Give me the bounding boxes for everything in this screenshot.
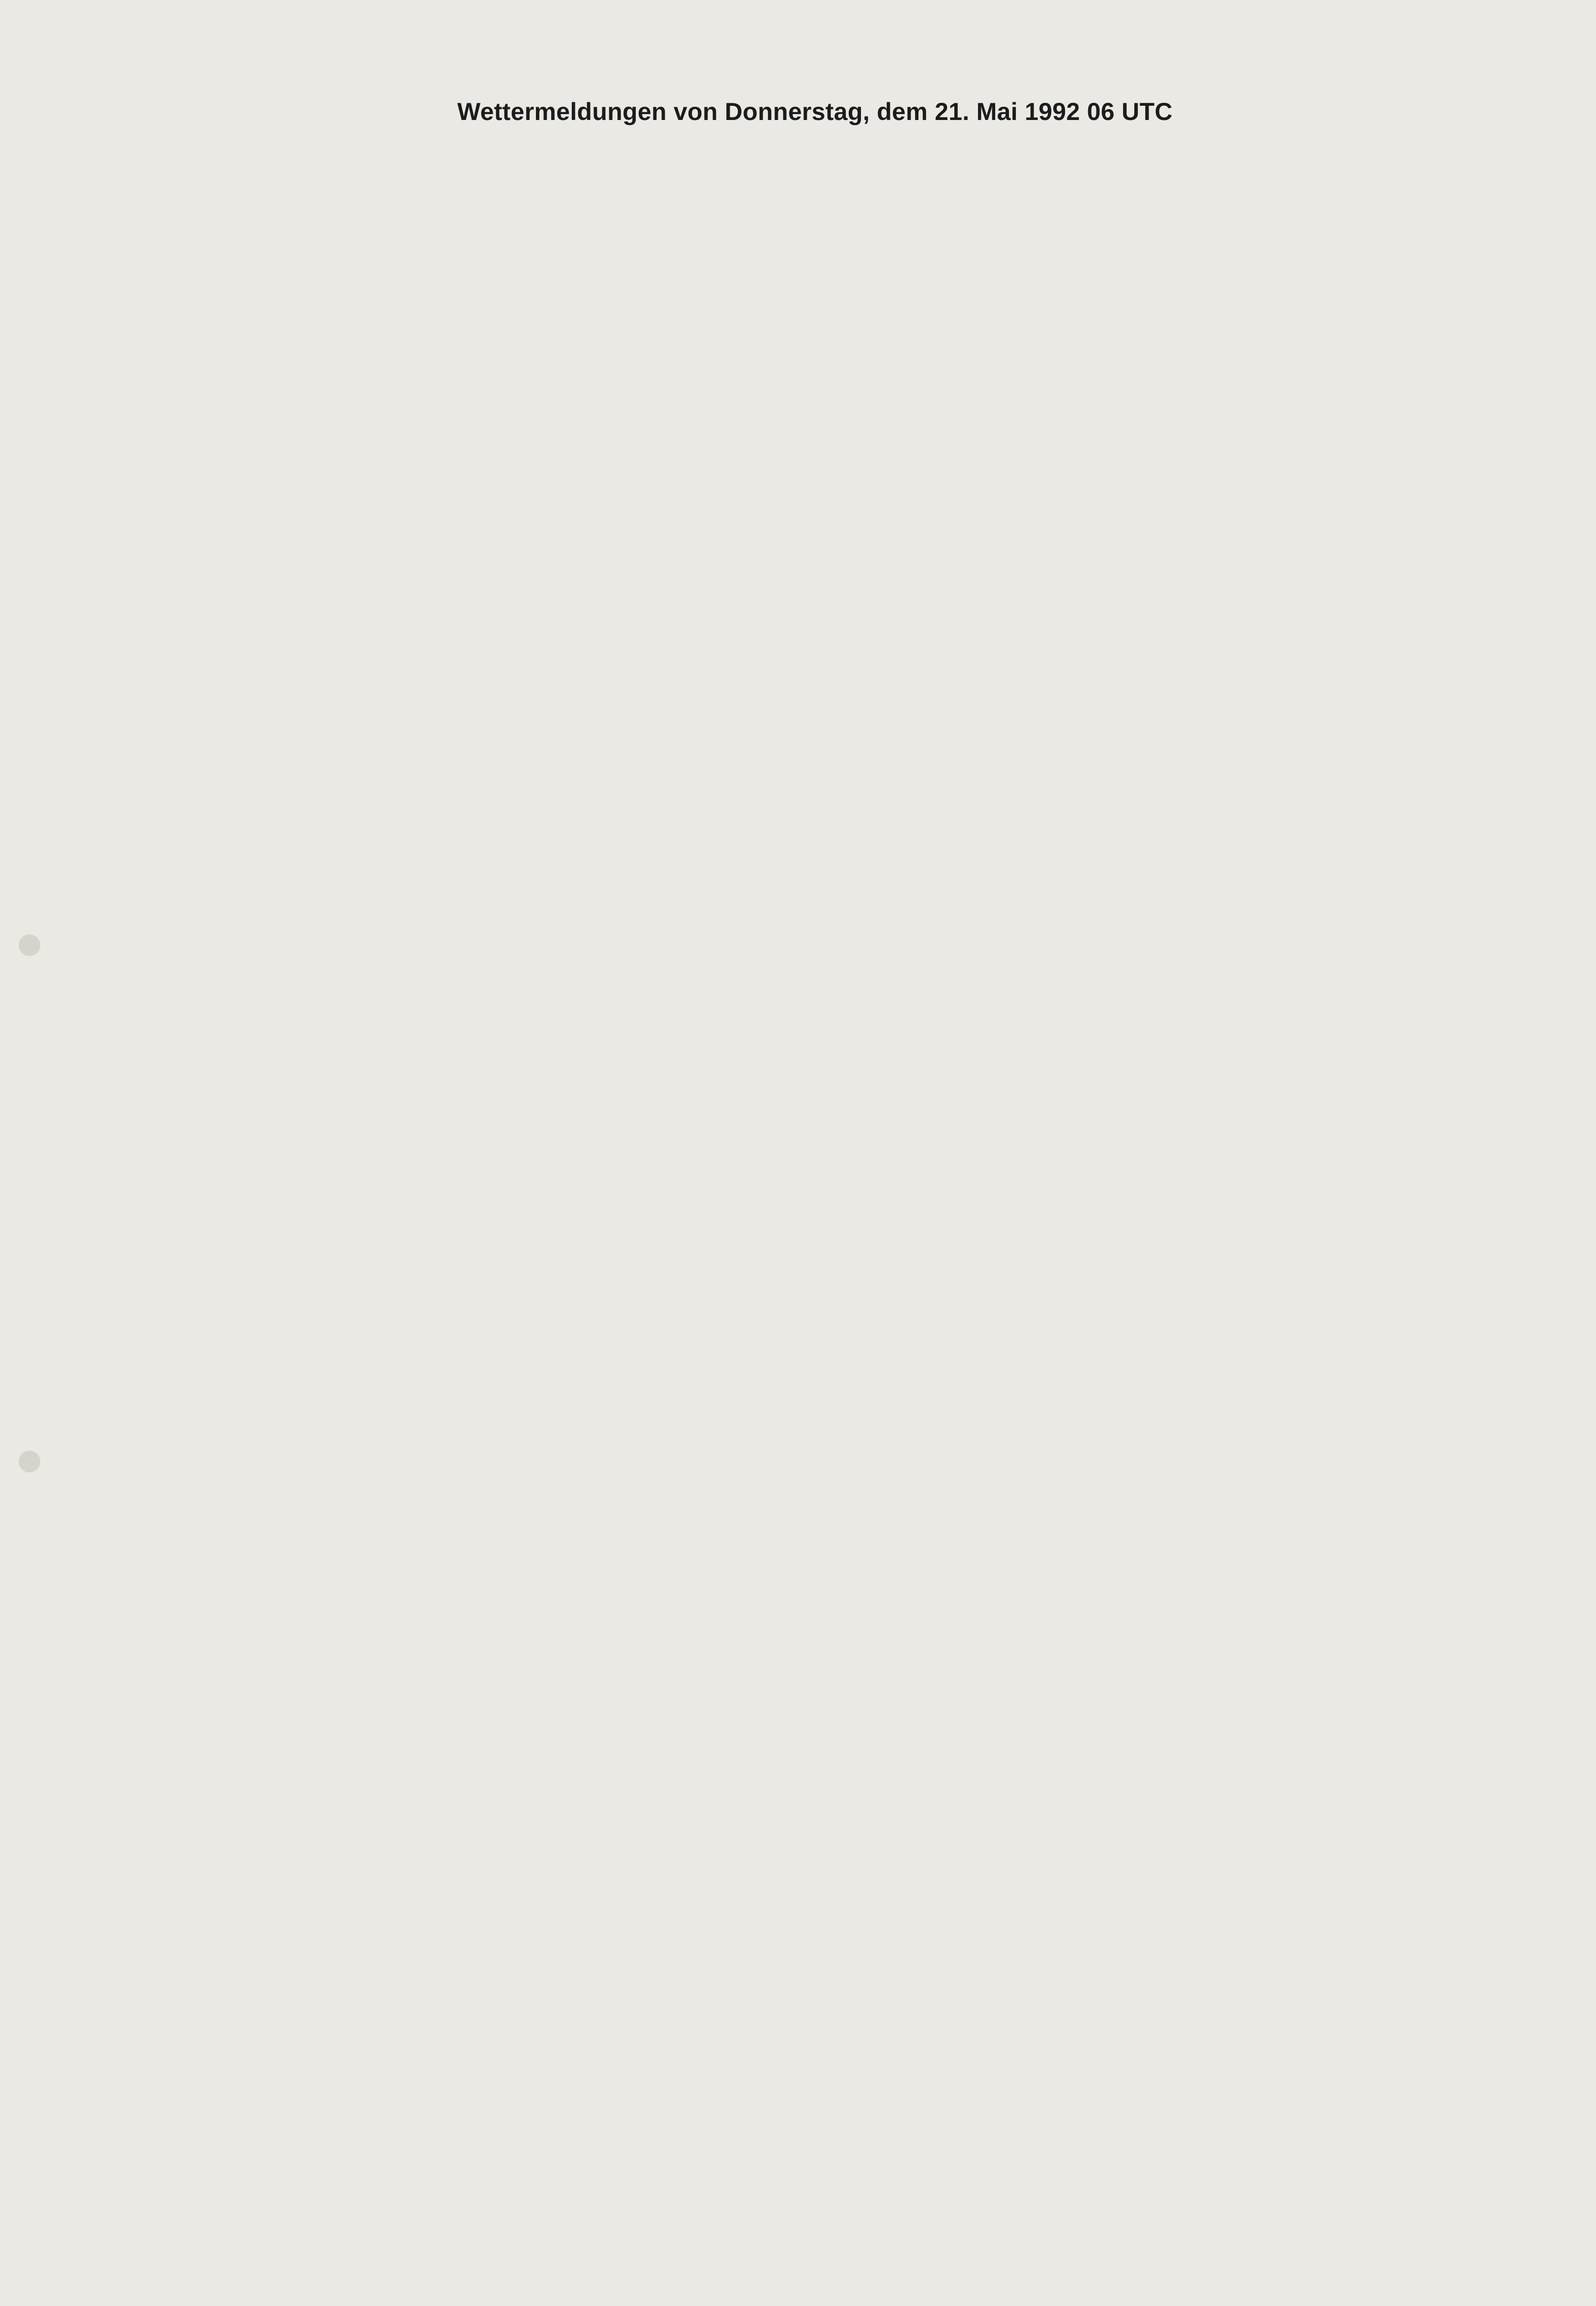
punch-hole [19,1451,40,1472]
punch-hole [19,934,40,956]
page-title: Wettermeldungen von Donnerstag, dem 21. Mai 1992 06 UTC [457,98,1173,125]
